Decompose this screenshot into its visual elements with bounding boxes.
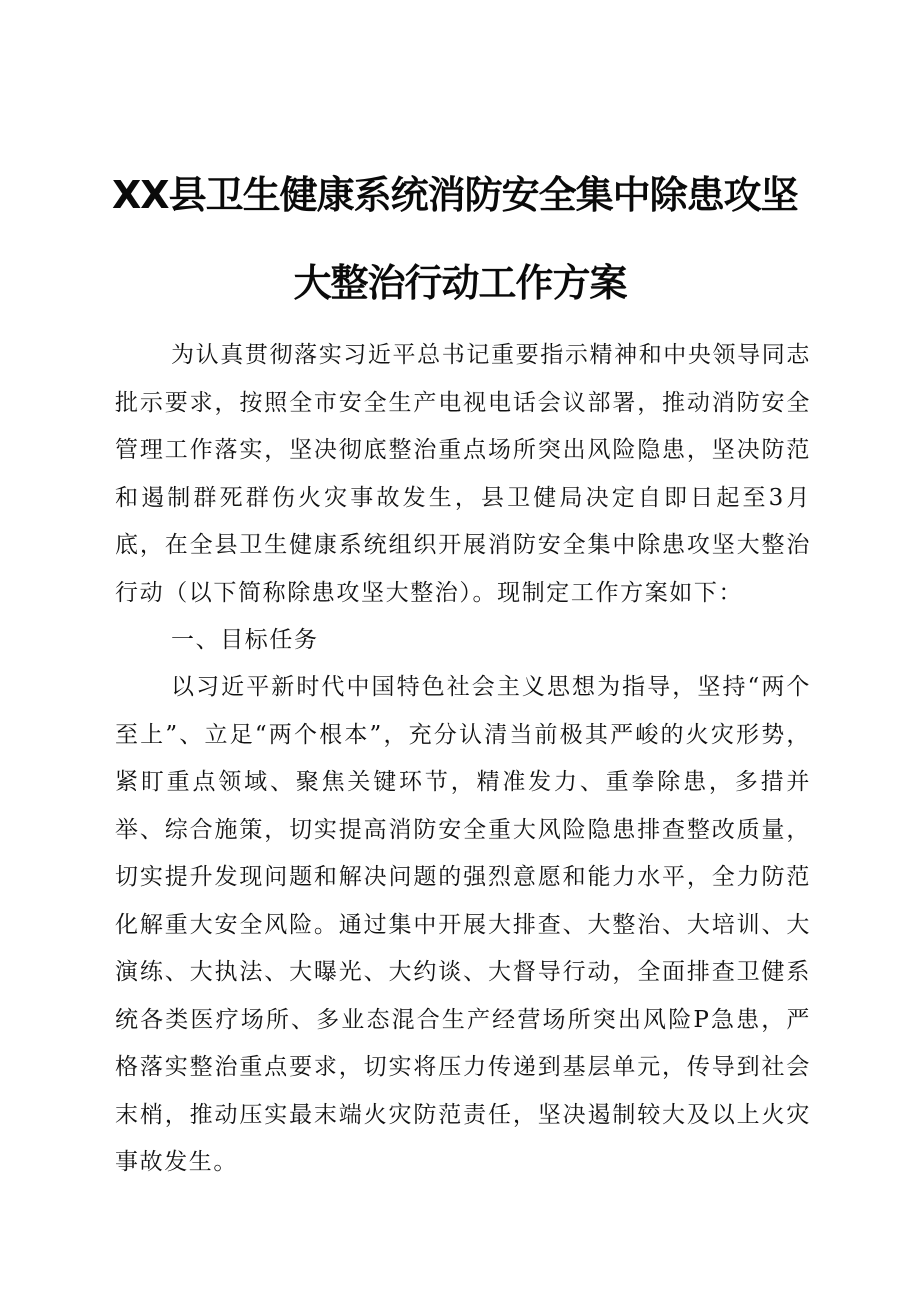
goals-paragraph: 以习近平新时代中国特色社会主义思想为指导，坚持“两个至上”、立足“两个根本”，充分认清当前极其严峻的火灾形势，紧盯重点领域、聚焦关键环节，精准发力、重拳除患，多措并举、综合施策，切实提高消防安全重大风险隐患排查整改质量，切实提升发现问题和解决问题的强烈意愿和能力水平，全力防范化解重大安全风险。通过集中开展大排查、大整治、大培训、大演练、大执法、大曝光、大约谈、大督导行动，全面排查卫健系统各类医疗场所、多业态混合生产经营场所突出风险P急患，严格落实整治重点要求，切实将压力传递到基层单元，传导到社会末梢，推动压实最末端火灾防范责任，坚决遏制较大及以上火灾事故发生。 bbox=[115, 674, 811, 1175]
document-title-line1: XX县卫生健康系统消防安全集中除患攻坚 bbox=[112, 173, 798, 217]
section-heading-goals: 一、目标任务 bbox=[171, 627, 319, 653]
document-title-line2: 大整治行动工作方案 bbox=[293, 261, 627, 305]
intro-paragraph: 为认真贯彻落实习近平总书记重要指示精神和中央领导同志批示要求，按照全市安全生产电视电话会议部署，推动消防安全管理工作落实，坚决彻底整治重点场所突出风险隐患，坚决防范和遏制群死群伤火灾事故发生，县卫健局决定自即日起至3月底，在全县卫生健康系统组织开展消防安全集中除患攻坚大整治行动（以下简称除患攻坚大整治）。现制定工作方案如下： bbox=[115, 342, 811, 606]
